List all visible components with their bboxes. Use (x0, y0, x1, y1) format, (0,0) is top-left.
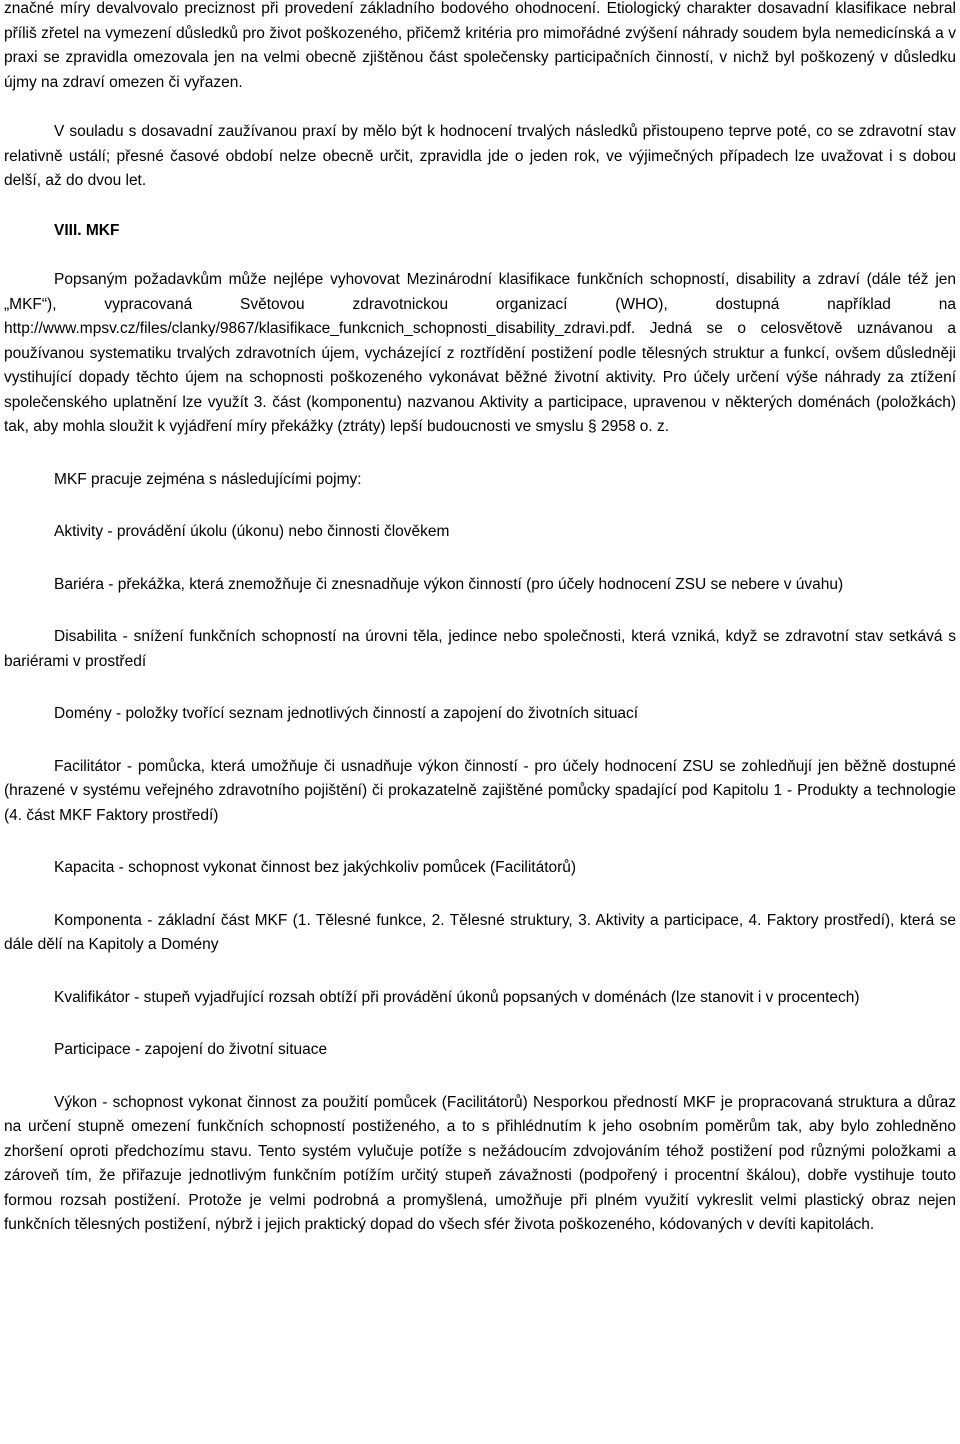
term-vykon: Výkon - schopnost vykonat činnost za použití pomůcek (Facilitátorů) Nesporkou předností MKF je propracovaná struktura a důraz na určení stupně omezení funkčních schopností postiženého, a to s přihlédnutím k jeho osobním poměrům tak, aby bylo zohledněno zhoršení oproti předchozímu stavu. Tento systém vylučuje potíže s nežádoucím zdvojováním téhož postižení pod různými položkami a zároveň tím, že přiřazuje jednotlivým funkčním potížím určitý stupeň závažnosti (podpořený i procentní škálou), dobře vystihuje touto formou rozsah postižení. Protože je velmi podrobná a promyšlená, umožňuje při plném využití vykreslit velmi plastický obraz nejen funkčních tělesných postižení, nýbrž i jejich praktický dopad do všech sfér života poškozeného, kódovaných v devíti kapitolách. (4, 1093, 956, 1233)
section-heading: VIII. MKF (54, 221, 120, 239)
term-kapacita: Kapacita - schopnost vykonat činnost bez jakýchkoliv pomůcek (Facilitátorů) (54, 859, 577, 876)
term-bariera: Bariéra - překážka, která znemožňuje či znesnadňuje výkon činností (pro účely hodnocení ZSU se nebere v úvahu) (54, 575, 844, 593)
term-domeny: Domény - položky tvořící seznam jednotlivých činností a zapojení do životních situací (54, 705, 639, 722)
term-aktivity: Aktivity - provádění úkolu (úkonu) nebo činnosti člověkem (54, 523, 450, 540)
paragraph-assessment-timing: V souladu s dosavadní zaužívanou praxí by mělo být k hodnocení trvalých následků přistoupeno teprve poté, co se zdravotní stav relativně ustálí; přesné časové období nelze obecně určit, zpravidla jde o jeden rok, ve výjimečných případech lze uvažovat i s dobou delší, až do dvou let. (4, 123, 956, 189)
term-participace: Participace - zapojení do životní situace (54, 1041, 328, 1058)
term-komponenta: Komponenta - základní část MKF (1. Tělesné funkce, 2. Tělesné struktury, 3. Aktivity a participace, 4. Faktory prostředí), která se dále dělí na Kapitoly a Domény (4, 911, 956, 953)
paragraph-etiology: značné míry devalvovalo preciznost při provedení základního bodového ohodnocení. Etiologický charakter dosavadní klasifikace nebral příliš zřetel na vymezení důsledků pro život poškozeného, přičemž kritéria pro mimořádné zvýšení náhrady soudem byla nemedicínská a v praxi se zpravidla omezovala jen na velmi obecně zjištěnou část společensky participačních činností, v nichž byl poškozený v důsledku újmy na zdraví omezen či vyřazen. (4, 0, 956, 91)
term-facilitator: Facilitátor - pomůcka, která umožňuje či usnadňuje výkon činností - pro účely hodnocení ZSU se zohledňují jen běžně dostupné (hrazené v systému veřejného zdravotního pojištění) či prokazatelně zajištěné pomůcky spadající pod Kapitolu 1 - Produkty a technologie (4. část MKF Faktory prostředí) (4, 757, 956, 824)
paragraph-mkf-intro: Popsaným požadavkům může nejlépe vyhovovat Mezinárodní klasifikace funkčních schopností, disability a zdraví (dále též jen „MKF“), vypracovaná Světovou zdravotnickou organizací (WHO), dostupná například na http://www.mpsv.cz/files/clanky/9867/klasifikace_funkcnich_schopnosti_disability_zdravi.pdf. Jedná se o celosvětově uznávanou a používanou systematiku trvalých zdravotních újem, vycházející z roztřídění postižení podle tělesných struktur a funkcí, ovšem důsledněji vystihující dopady těchto újem na schopnosti poškozeného vykonávat běžné životní aktivity. Pro účely určení výše náhrady za ztížení společenského uplatnění lze využít 3. část (komponentu) nazvanou Aktivity a participace, upravenou v některých doménách (položkách) tak, aby mohla sloužit k vyjádření míry překážky (ztráty) lepší budoucnosti ve smyslu § 2958 o. z. (4, 271, 956, 435)
document-page (4, 0, 956, 1238)
term-kvalifikator: Kvalifikátor - stupeň vyjadřující rozsah obtíží při provádění úkonů popsaných v doménách (lze stanovit i v procentech) (54, 988, 860, 1006)
term-disabilita: Disabilita - snížení funkčních schopností na úrovni těla, jedince nebo společnosti, která vzniká, když se zdravotní stav setkává s bariérami v prostředí (4, 628, 956, 670)
paragraph-terms-intro: MKF pracuje zejména s následujícími pojmy: (54, 470, 362, 488)
